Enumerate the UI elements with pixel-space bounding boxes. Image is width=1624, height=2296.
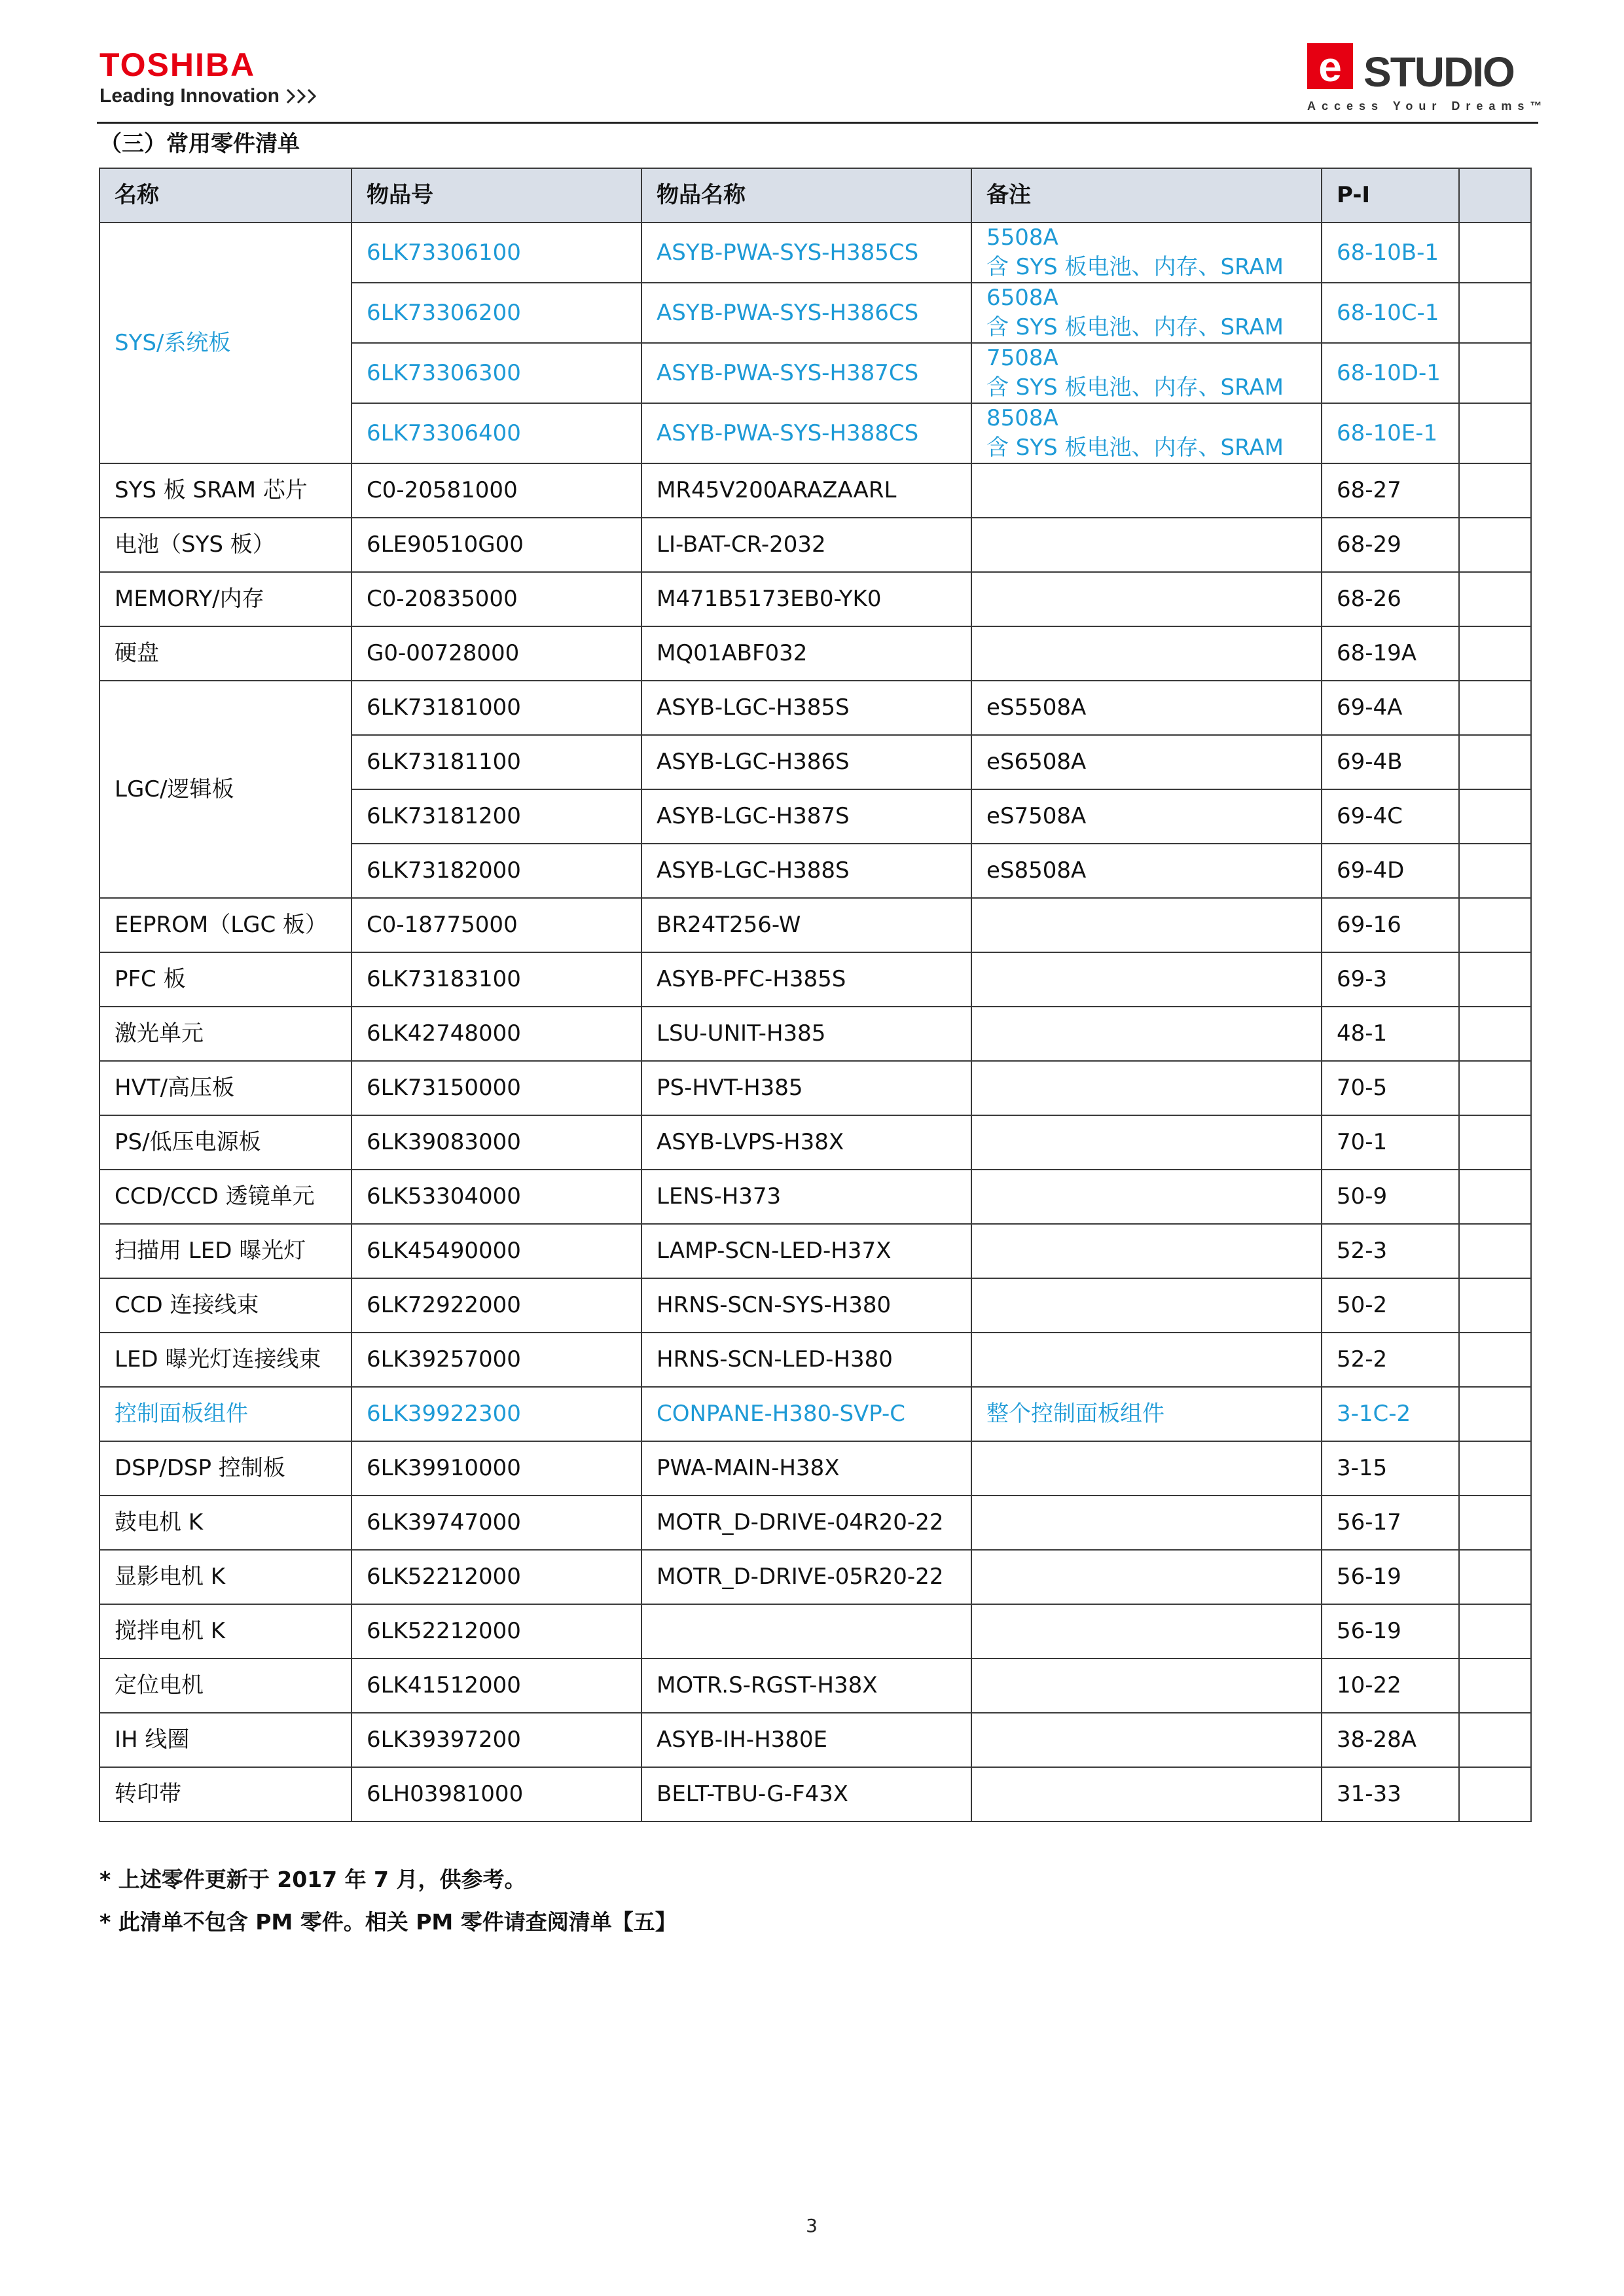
table-row-highlight [99, 1387, 1531, 1441]
part-extra [1459, 1550, 1531, 1604]
part-no: C0-18775000 [352, 898, 641, 952]
lgc-group-name: LGC/逻辑板 [99, 681, 352, 898]
part-no: 6LK39747000 [352, 1496, 641, 1550]
part-extra [1459, 789, 1531, 844]
part-no: 6LK52212000 [352, 1550, 641, 1604]
part-pi: 3-1C-2 [1322, 1387, 1459, 1441]
part-pi: 48-1 [1322, 1007, 1459, 1061]
part-category: 控制面板组件 [99, 1387, 352, 1441]
footnote-update: * 上述零件更新于 2017 年 7 月，供参考。 [99, 1867, 526, 1892]
part-extra [1459, 1659, 1531, 1713]
part-category: 激光单元 [99, 1007, 352, 1061]
table-row [99, 1713, 1531, 1767]
part-note [971, 518, 1322, 572]
part-pi: 52-3 [1322, 1224, 1459, 1278]
part-name: LI-BAT-CR-2032 [641, 518, 971, 572]
svg-text:e: e [1318, 43, 1342, 90]
part-name: ASYB-LGC-H386S [641, 735, 971, 789]
table-row [99, 1550, 1531, 1604]
part-note [971, 626, 1322, 681]
part-name: MR45V200ARAZAARL [641, 463, 971, 518]
chevrons-icon [286, 88, 323, 105]
part-note [971, 1278, 1322, 1333]
part-no: 6LK39910000 [352, 1441, 641, 1496]
table-row [99, 898, 1531, 952]
part-name: HRNS-SCN-SYS-H380 [641, 1278, 971, 1333]
part-extra [1459, 681, 1531, 735]
part-pi: 68-10E-1 [1322, 403, 1459, 463]
part-category: CCD 连接线束 [99, 1278, 352, 1333]
e-studio-slogan: Access Your Dreams™ [1307, 99, 1548, 113]
part-name: ASYB-PWA-SYS-H386CS [641, 283, 971, 343]
part-no: 6LK42748000 [352, 1007, 641, 1061]
part-pi: 69-4D [1322, 844, 1459, 898]
part-name: ASYB-LVPS-H38X [641, 1115, 971, 1170]
table-row [99, 1278, 1531, 1333]
part-extra [1459, 1767, 1531, 1821]
part-category: PFC 板 [99, 952, 352, 1007]
note-model: 8508A [986, 405, 1058, 432]
part-note [971, 1333, 1322, 1387]
note-model: 5508A [986, 224, 1058, 251]
part-no: 6LK73181200 [352, 789, 641, 844]
part-no: 6LK73306400 [352, 403, 641, 463]
note-detail: 含 SYS 板电池、内存、SRAM [986, 374, 1284, 401]
part-name: LAMP-SCN-LED-H37X [641, 1224, 971, 1278]
part-note [971, 1767, 1322, 1821]
part-name: ASYB-PWA-SYS-H387CS [641, 343, 971, 403]
part-pi: 68-10C-1 [1322, 283, 1459, 343]
col-name-header: 名称 [99, 168, 352, 223]
part-name: ASYB-PWA-SYS-H388CS [641, 403, 971, 463]
part-note [971, 1496, 1322, 1550]
part-name: MOTR_D-DRIVE-05R20-22 [641, 1550, 971, 1604]
part-note [971, 1659, 1322, 1713]
part-pi: 69-4A [1322, 681, 1459, 735]
table-row [99, 1333, 1531, 1387]
part-extra [1459, 343, 1531, 403]
part-pi: 56-19 [1322, 1550, 1459, 1604]
part-no: 6LK45490000 [352, 1224, 641, 1278]
part-name: ASYB-LGC-H385S [641, 681, 971, 735]
part-extra [1459, 1061, 1531, 1115]
part-pi: 10-22 [1322, 1659, 1459, 1713]
table-row [99, 572, 1531, 626]
part-category: 扫描用 LED 曝光灯 [99, 1224, 352, 1278]
part-name: PWA-MAIN-H38X [641, 1441, 971, 1496]
part-pi: 52-2 [1322, 1333, 1459, 1387]
part-name [641, 1604, 971, 1659]
table-row [99, 1604, 1531, 1659]
part-pi: 69-4C [1322, 789, 1459, 844]
sys-group-name: SYS/系统板 [99, 223, 352, 463]
part-name: MQ01ABF032 [641, 626, 971, 681]
part-name: PS-HVT-H385 [641, 1061, 971, 1115]
table-row [99, 518, 1531, 572]
part-pi: 69-16 [1322, 898, 1459, 952]
part-extra [1459, 844, 1531, 898]
part-no: 6LK39922300 [352, 1387, 641, 1441]
col-note-header: 备注 [971, 168, 1322, 223]
part-pi: 38-28A [1322, 1713, 1459, 1767]
part-no: 6LK73306300 [352, 343, 641, 403]
part-pi: 69-3 [1322, 952, 1459, 1007]
part-category: 硬盘 [99, 626, 352, 681]
part-note: eS6508A [971, 735, 1322, 789]
e-studio-logo [1301, 37, 1548, 122]
part-extra [1459, 735, 1531, 789]
table-row [99, 1061, 1531, 1115]
part-category: 鼓电机 K [99, 1496, 352, 1550]
part-category: HVT/高压板 [99, 1061, 352, 1115]
part-pi: 68-10D-1 [1322, 343, 1459, 403]
toshiba-logo: TOSHIBA [99, 46, 256, 83]
tagline-text: Leading Innovation [99, 85, 280, 107]
part-note [971, 1604, 1322, 1659]
parts-table [99, 168, 1532, 1822]
note-detail: 含 SYS 板电池、内存、SRAM [986, 254, 1284, 280]
part-extra [1459, 463, 1531, 518]
part-note [971, 223, 1322, 283]
part-name: CONPANE-H380-SVP-C [641, 1387, 971, 1441]
part-no: 6LK73306200 [352, 283, 641, 343]
part-pi: 69-4B [1322, 735, 1459, 789]
part-note [971, 283, 1322, 343]
part-name: ASYB-IH-H380E [641, 1713, 971, 1767]
part-no: 6LE90510G00 [352, 518, 641, 572]
part-pi: 70-5 [1322, 1061, 1459, 1115]
table-row [99, 463, 1531, 518]
part-no: 6LK73150000 [352, 1061, 641, 1115]
part-pi: 68-26 [1322, 572, 1459, 626]
part-pi: 68-27 [1322, 463, 1459, 518]
part-extra [1459, 1224, 1531, 1278]
part-no: 6LK41512000 [352, 1659, 641, 1713]
part-extra [1459, 283, 1531, 343]
part-pi: 56-19 [1322, 1604, 1459, 1659]
part-name: MOTR.S-RGST-H38X [641, 1659, 971, 1713]
part-no: 6LK39257000 [352, 1333, 641, 1387]
part-note [971, 898, 1322, 952]
part-extra [1459, 1604, 1531, 1659]
part-extra [1459, 1496, 1531, 1550]
brand-tagline [99, 86, 323, 106]
part-no: 6LH03981000 [352, 1767, 641, 1821]
part-no: 6LK39397200 [352, 1713, 641, 1767]
page-number: 3 [806, 2215, 818, 2236]
part-name: HRNS-SCN-LED-H380 [641, 1333, 971, 1387]
part-pi: 68-10B-1 [1322, 223, 1459, 283]
part-note [971, 1061, 1322, 1115]
part-category: LED 曝光灯连接线束 [99, 1333, 352, 1387]
part-no: 6LK53304000 [352, 1170, 641, 1224]
note-detail: 含 SYS 板电池、内存、SRAM [986, 435, 1284, 461]
part-category: DSP/DSP 控制板 [99, 1441, 352, 1496]
part-note [971, 1224, 1322, 1278]
part-name: ASYB-PFC-H385S [641, 952, 971, 1007]
part-pi: 68-29 [1322, 518, 1459, 572]
table-row [99, 1767, 1531, 1821]
part-no: 6LK52212000 [352, 1604, 641, 1659]
part-note [971, 1550, 1322, 1604]
part-extra [1459, 626, 1531, 681]
part-name: ASYB-LGC-H388S [641, 844, 971, 898]
part-category: PS/低压电源板 [99, 1115, 352, 1170]
part-extra [1459, 1387, 1531, 1441]
studio-word: STUDIO [1363, 48, 1514, 96]
part-no: 6LK73181100 [352, 735, 641, 789]
part-category: MEMORY/内存 [99, 572, 352, 626]
part-no: 6LK73181000 [352, 681, 641, 735]
part-name: ASYB-PWA-SYS-H385CS [641, 223, 971, 283]
part-name: BELT-TBU-G-F43X [641, 1767, 971, 1821]
part-name: BR24T256-W [641, 898, 971, 952]
part-extra [1459, 898, 1531, 952]
note-model: 7508A [986, 345, 1058, 372]
e-mark-icon [1301, 37, 1360, 96]
col-part-name-header: 物品名称 [641, 168, 971, 223]
table-row [99, 1115, 1531, 1170]
part-note [971, 952, 1322, 1007]
part-name: M471B5173EB0-YK0 [641, 572, 971, 626]
part-pi: 56-17 [1322, 1496, 1459, 1550]
part-note [971, 403, 1322, 463]
part-category: 定位电机 [99, 1659, 352, 1713]
part-no: C0-20835000 [352, 572, 641, 626]
part-note [971, 1115, 1322, 1170]
table-row [99, 1224, 1531, 1278]
part-note: 整个控制面板组件 [971, 1387, 1322, 1441]
note-detail: 含 SYS 板电池、内存、SRAM [986, 314, 1284, 340]
table-header-row [99, 168, 1531, 223]
part-extra [1459, 1007, 1531, 1061]
part-extra [1459, 223, 1531, 283]
part-no: 6LK73183100 [352, 952, 641, 1007]
part-no: 6LK39083000 [352, 1115, 641, 1170]
part-note: eS5508A [971, 681, 1322, 735]
part-pi: 70-1 [1322, 1115, 1459, 1170]
part-no: C0-20581000 [352, 463, 641, 518]
col-part-no-header: 物品号 [352, 168, 641, 223]
part-note [971, 572, 1322, 626]
header-rule [97, 122, 1538, 124]
part-extra [1459, 1441, 1531, 1496]
footnote-pm: * 此清单不包含 PM 零件。相关 PM 零件请查阅清单【五】 [99, 1909, 677, 1935]
col-pi-header: P-I [1322, 168, 1459, 223]
part-note [971, 1170, 1322, 1224]
part-extra [1459, 1333, 1531, 1387]
part-note [971, 1441, 1322, 1496]
table-row [99, 1170, 1531, 1224]
col-extra-header [1459, 168, 1531, 223]
table-row [99, 1659, 1531, 1713]
part-category: IH 线圈 [99, 1713, 352, 1767]
part-extra [1459, 403, 1531, 463]
part-category: 搅拌电机 K [99, 1604, 352, 1659]
section-title: （三）常用零件清单 [99, 131, 300, 157]
part-no: 6LK73306100 [352, 223, 641, 283]
part-name: LSU-UNIT-H385 [641, 1007, 971, 1061]
part-pi: 50-2 [1322, 1278, 1459, 1333]
table-row [99, 626, 1531, 681]
part-extra [1459, 1278, 1531, 1333]
part-no: G0-00728000 [352, 626, 641, 681]
part-no: 6LK73182000 [352, 844, 641, 898]
part-note [971, 343, 1322, 403]
table-row [99, 1441, 1531, 1496]
part-note: eS8508A [971, 844, 1322, 898]
table-row [99, 1496, 1531, 1550]
part-category: EEPROM（LGC 板） [99, 898, 352, 952]
table-row [99, 952, 1531, 1007]
part-note [971, 463, 1322, 518]
part-name: ASYB-LGC-H387S [641, 789, 971, 844]
part-extra [1459, 1115, 1531, 1170]
part-pi: 31-33 [1322, 1767, 1459, 1821]
part-note [971, 1007, 1322, 1061]
part-pi: 50-9 [1322, 1170, 1459, 1224]
part-name: LENS-H373 [641, 1170, 971, 1224]
part-category: SYS 板 SRAM 芯片 [99, 463, 352, 518]
part-category: CCD/CCD 透镜单元 [99, 1170, 352, 1224]
part-note: eS7508A [971, 789, 1322, 844]
part-category: 显影电机 K [99, 1550, 352, 1604]
part-extra [1459, 572, 1531, 626]
part-no: 6LK72922000 [352, 1278, 641, 1333]
part-category: 电池（SYS 板） [99, 518, 352, 572]
table-row [99, 1007, 1531, 1061]
part-extra [1459, 1713, 1531, 1767]
part-extra [1459, 1170, 1531, 1224]
part-pi: 3-15 [1322, 1441, 1459, 1496]
table-row [99, 223, 1531, 283]
part-extra [1459, 952, 1531, 1007]
table-row [99, 681, 1531, 735]
part-note [971, 1713, 1322, 1767]
part-extra [1459, 518, 1531, 572]
part-pi: 68-19A [1322, 626, 1459, 681]
part-name: MOTR_D-DRIVE-04R20-22 [641, 1496, 971, 1550]
part-category: 转印带 [99, 1767, 352, 1821]
note-model: 6508A [986, 285, 1058, 312]
